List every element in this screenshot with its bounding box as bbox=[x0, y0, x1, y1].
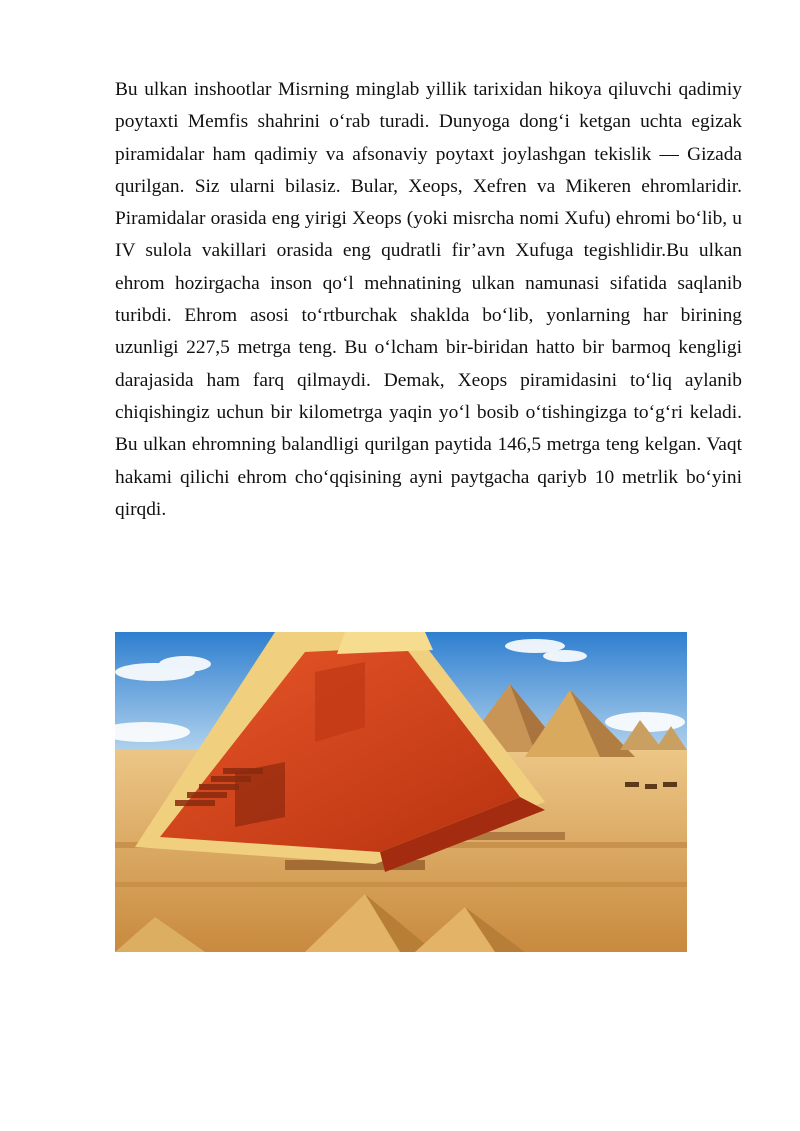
body-paragraph: Bu ulkan inshootlar Misrning minglab yillik tarixidan hikoya qiluvchi qadimiy poytaxti Memfis shahrini o‘rab turadi. Dunyoga dong‘i ketgan uchta egizak piramidalar ham qadimiy va afsonaviy poytaxt joylashgan tekislik — Gizada qurilgan. Siz ularni bilasiz. Bular, Xeops, Xefren va Mikeren ehromlaridir. Piramidalar orasida eng yirigi Xeops (yoki misrcha nomi Xufu) ehromi bo‘lib, u IV sulola vakillari orasida eng qudratli fir’avn Xufuga tegishlidir.Bu ulkan ehrom hozirgacha inson qo‘l mehnatining ulkan namunasi sifatida saqlanib turibdi. Ehrom asosi to‘rtburchak shaklda bo‘lib, yonlarning har birining uzunligi 227,5 metrga teng. Bu o‘lcham bir-biridan hatto bir barmoq kengligi darajasida ham farq qilmaydi. Demak, Xeops piramidasini to‘liq aylanib chiqishingiz uchun bir kilometrga yaqin yo‘l bosib o‘tishingizga to‘g‘ri keladi. Bu ulkan ehromning balandligi qurilgan paytida 146,5 metrga teng kelgan. Vaqt hakami qilichi ehrom cho‘qqisining ayni paytgacha qariyb 10 metrlik bo‘yini qirqdi. bbox=[115, 79, 742, 520]
pyramids-illustration bbox=[115, 632, 687, 952]
pyramids-illustration-svg bbox=[115, 632, 687, 952]
